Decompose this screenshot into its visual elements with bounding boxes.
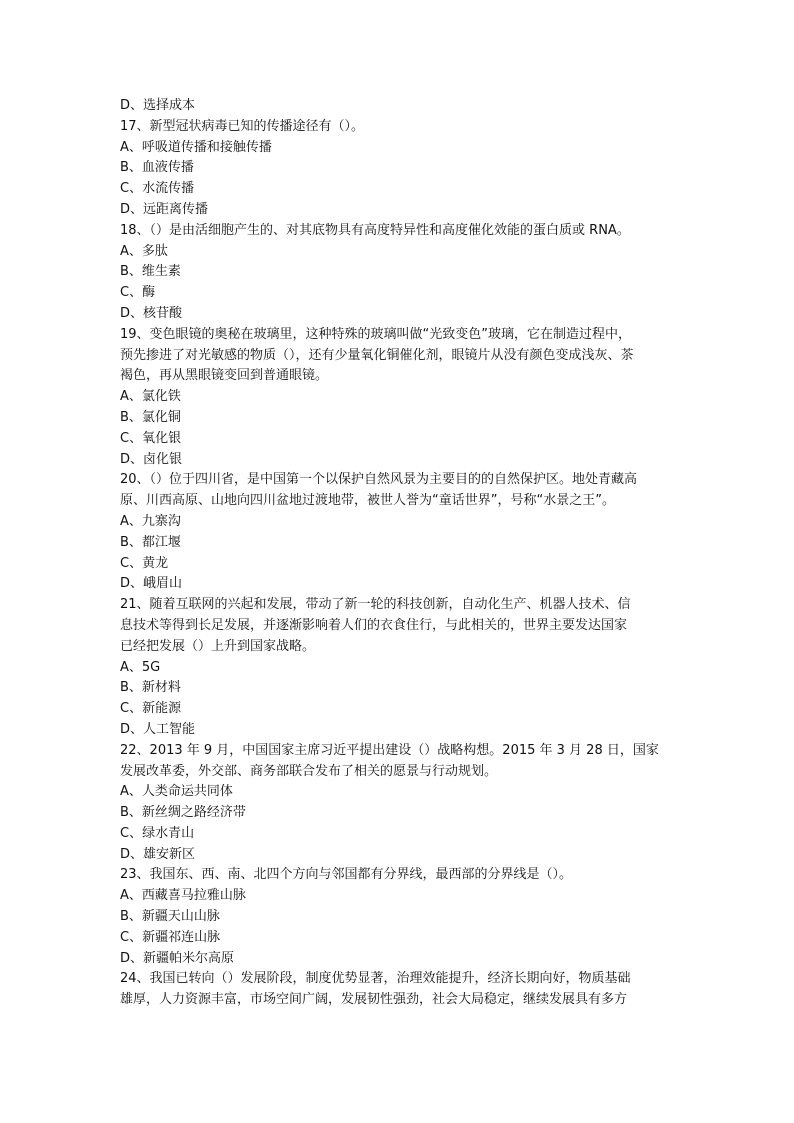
option-c-20: C、黄龙 [120,555,169,571]
option-a-21: A、5G [120,659,161,675]
document-page [120,96,680,1011]
option-c-19: C、氧化银 [120,430,182,446]
option-a-17: A、呼吸道传播和接触传播 [120,139,272,155]
question-23: 23、我国东、西、南、北四个方向与邻国都有分界线，最西部的分界线是（）。 [120,867,573,883]
option-d-17: D、远距离传播 [120,201,209,217]
option-b-23: B、新疆天山山脉 [120,909,220,925]
option-d-20: D、峨眉山 [120,576,183,592]
question-20-line-1: 20、（）位于四川省，是中国第一个以保护自然风景为主要目的的自然保护区。地处青藏高 [120,472,638,488]
question-17: 17、新型冠状病毒已知的传播途径有（）。 [120,118,365,134]
option-b-20: B、都江堰 [120,534,181,550]
option-a-18: A、多肽 [120,243,168,259]
question-21-line-3: 已经把发展（）上升到国家战略。 [120,638,316,654]
option-a-22: A、人类命运共同体 [120,784,233,800]
option-b-19: B、氯化铜 [120,409,181,425]
question-19-line-3: 褐色，再从黑眼镜变回到普通眼镜。 [120,368,329,384]
option-d-18: D、核苷酸 [120,305,183,321]
option-a-23: A、西藏喜马拉雅山脉 [120,888,246,904]
question-24-line-1: 24、我国已转向（）发展阶段，制度优势显著，治理效能提升，经济长期向好，物质基础 [120,971,631,987]
option-c-21: C、新能源 [120,701,182,717]
option-d-23: D、新疆帕米尔高原 [120,950,235,966]
option-c-18: C、酶 [120,285,156,301]
question-24-line-2: 雄厚，人力资源丰富，市场空间广阔，发展韧性强劲，社会大局稳定，继续发展具有多方 [120,992,628,1008]
question-20-line-2: 原、川西高原、山地向四川盆地过渡地带，被世人誉为“童话世界”，号称“水景之王”。 [120,493,615,509]
question-21-line-2: 息技术等得到长足发展，并逐渐影响着人们的衣食住行，与此相关的，世界主要发达国家 [120,617,628,633]
question-19-line-1: 19、变色眼镜的奥秘在玻璃里，这种特殊的玻璃叫做“光致变色”玻璃，它在制造过程中， [120,326,632,342]
option-a-20: A、九寨沟 [120,513,181,529]
option-d-21: D、人工智能 [120,721,196,737]
option-c-22: C、绿水青山 [120,825,195,841]
question-19-line-2: 预先掺进了对光敏感的物质（），还有少量氧化铜催化剂，眼镜片从没有颜色变成浅灰、茶 [120,347,634,363]
option-b-18: B、维生素 [120,264,181,280]
option-c-17: C、水流传播 [120,181,195,197]
option-c-23: C、新疆祁连山脉 [120,929,221,945]
option-d-22: D、雄安新区 [120,846,196,862]
option-d-19: D、卤化银 [120,451,183,467]
question-21-line-1: 21、随着互联网的兴起和发展，带动了新一轮的科技创新，自动化生产、机器人技术、信 [120,597,631,613]
option-b-22: B、新丝绸之路经济带 [120,805,246,821]
option-a-19: A、氯化铁 [120,389,181,405]
option-b-17: B、血液传播 [120,160,194,176]
option-d-16: D、选择成本 [120,98,196,113]
question-22-line-1: 22、2013 年 9 月，中国国家主席习近平提出建设（）战略构想。2015 年 3 月 28 日，国家 [120,742,659,758]
option-b-21: B、新材料 [120,680,181,696]
question-22-line-2: 发展改革委，外交部、商务部联合发布了相关的愿景与行动规划。 [120,763,498,779]
question-18: 18、（）是由活细胞产生的、对其底物具有高度特异性和高度催化效能的蛋白质或 RNA。 [120,222,630,238]
